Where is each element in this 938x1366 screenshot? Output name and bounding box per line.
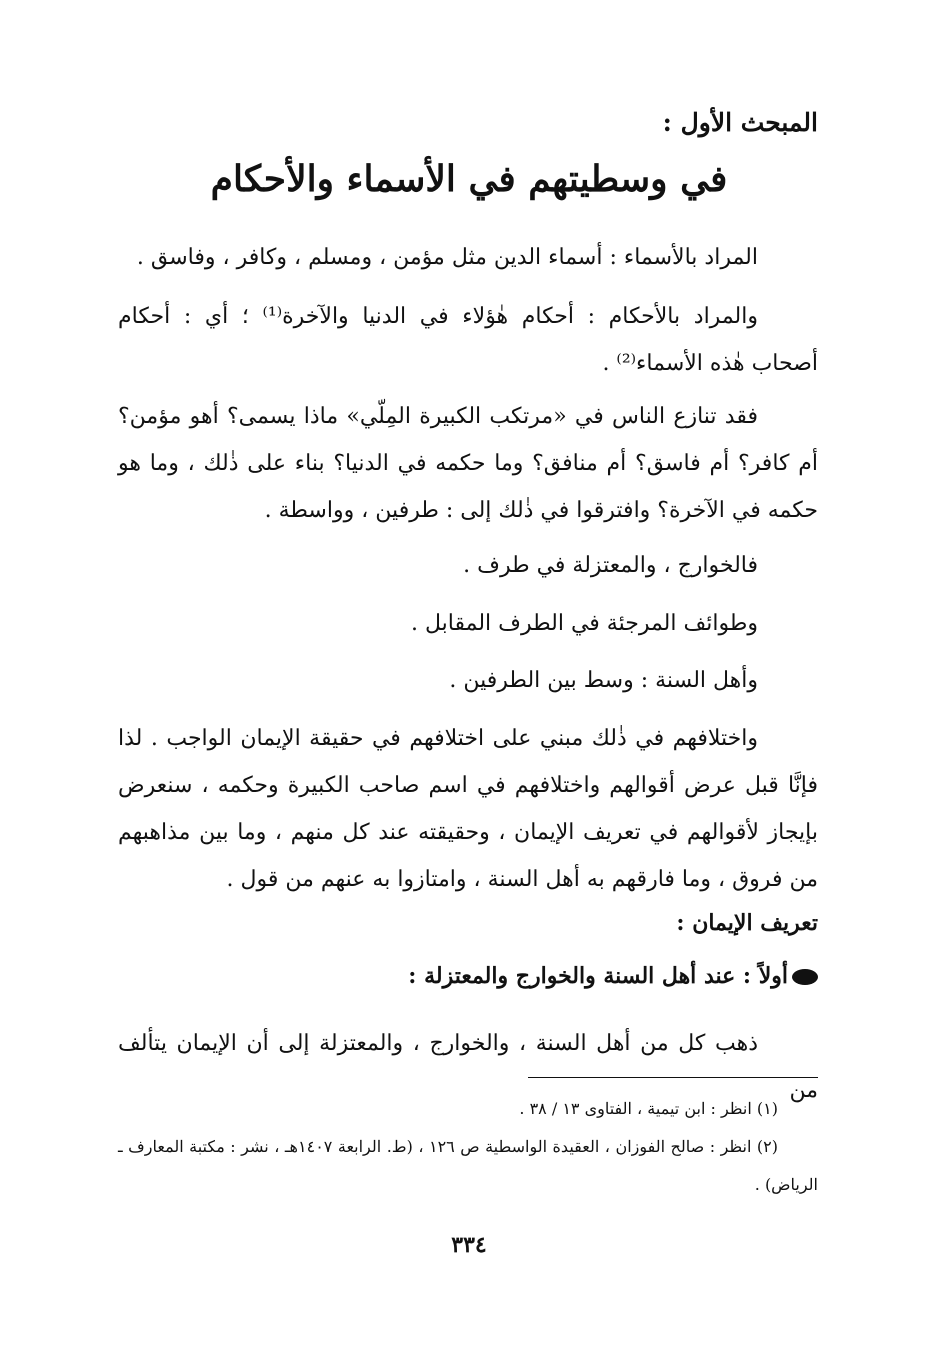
paragraph-difference: واختلافهم في ذٰلك مبني على اختلافهم في حقيقة الإيمان الواجب . لذا فإنَّا قبل عرض أقوالهم واختلافهم في اسم صاحب الكبيرة وحكمه ، سنعرض بإيجاز لأقوالهم في تعريف الإيمان ، وحقيقته عند كل منهم ، وما بين مذاهبهم من فروق ، وما فارقهم به أهل السنة ، وامتازوا به عنهم من قول . xyxy=(118,726,818,892)
paragraph-closing: ذهب كل من أهل السنة ، والخوارج ، والمعتزلة إلى أن الإيمان يتألف من xyxy=(118,1031,818,1103)
page-number: ٣٣٤ xyxy=(451,1232,487,1258)
subheading-first xyxy=(408,963,818,989)
paragraph-khawarij: فالخوارج ، والمعتزلة في طرف . xyxy=(463,553,758,578)
subheading-iman-definition: تعريف الإيمان : xyxy=(676,910,818,936)
bullet-icon xyxy=(792,969,818,985)
paragraph-ahl-sunnah: وأهل السنة : وسط بين الطرفين . xyxy=(449,668,758,693)
footnote-2: (٢) انظر : صالح الفوزان ، العقيدة الواسطية ص ١٢٦ ، (ط. الرابعة ١٤٠٧هـ ، نشر : مكتبة المعارف ـ الرياض) . xyxy=(118,1137,818,1194)
section-title: في وسطيتهم في الأسماء والأحكام xyxy=(210,158,728,200)
paragraph-murjia: وطوائف المرجئة في الطرف المقابل . xyxy=(411,611,758,636)
section-label: المبحث الأول : xyxy=(662,108,818,137)
footnote-1: (١) انظر : ابن تيمية ، الفتاوى ١٣ / ٣٨ . xyxy=(519,1099,778,1118)
footnote-divider xyxy=(528,1077,818,1078)
subheading-first-text: أولاً : عند أهل السنة والخوارج والمعتزلة : xyxy=(408,963,788,989)
paragraph-dispute: فقد تنازع الناس في «مرتكب الكبيرة المِلّي» ماذا يسمى؟ أهو مؤمن؟ أم كافر؟ أم فاسق؟ أم منافق؟ وما حكمه في الدنيا؟ بناء على ذٰلك ، وما هو حكمه في الآخرة؟ وافترقوا في ذٰلك إلى : طرفين ، وواسطة . xyxy=(118,404,818,523)
paragraph-names-definition: المراد بالأسماء : أسماء الدين مثل مؤمن ، ومسلم ، وكافر ، وفاسق . xyxy=(136,245,758,270)
paragraph-rulings-definition: والمراد بالأحكام : أحكام هٰؤلاء في الدنيا والآخرة⁽¹⁾ ؛ أي : أحكام أصحاب هٰذه الأسماء⁽²⁾ . xyxy=(118,304,818,376)
